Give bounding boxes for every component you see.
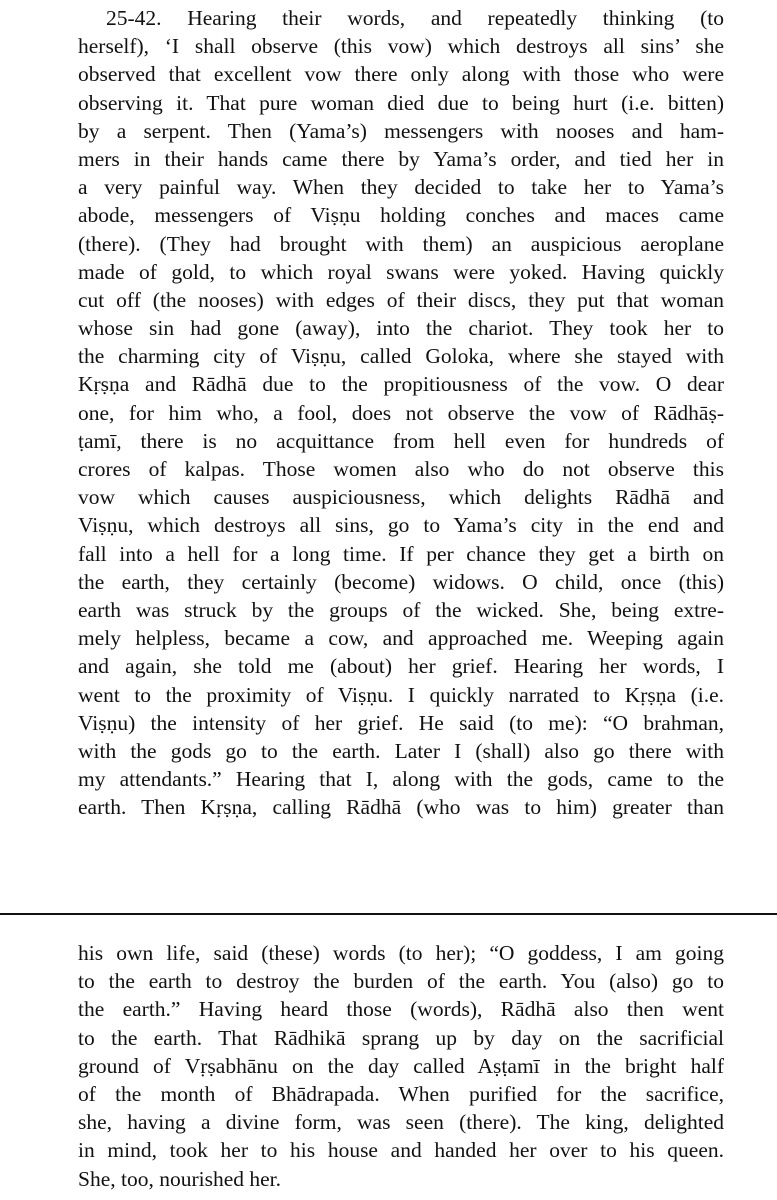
text-line: of the month of Bhādrapada. When purified for the sacrifice, — [78, 1081, 724, 1106]
text-line: went to the proximity of Viṣṇu. I quickly narrated to Kṛṣṇa (i.e. — [78, 682, 724, 707]
text-line: earth. Then Kṛṣṇa, calling Rādhā (who was to him) greater than — [78, 795, 724, 820]
text-line: ground of Vṛṣabhānu on the day called Aṣṭamī in the bright half — [78, 1053, 724, 1078]
text-line: in mind, took her to his house and handed her over to his queen. — [78, 1138, 724, 1163]
text-line: made of gold, to which royal swans were yoked. Having quickly — [78, 259, 724, 284]
text-line: Viṣṇu) the intensity of her grief. He said (to me): “O brahman, — [78, 710, 724, 735]
text-line: a very painful way. When they decided to take her to Yama’s — [78, 175, 724, 200]
text-line: my attendants.” Hearing that I, along with the gods, came to the — [78, 767, 724, 792]
text-line: mely helpless, became a cow, and approached me. Weeping again — [78, 626, 724, 651]
text-line: with the gods go to the earth. Later I (shall) also go there with — [78, 738, 724, 763]
text-line: to the earth to destroy the burden of the earth. You (also) go to — [78, 969, 724, 994]
text-line: and again, she told me (about) her grief. Hearing her words, I — [78, 654, 724, 679]
text-line: his own life, said (these) words (to her); “O goddess, I am going — [78, 941, 724, 965]
text-line: observing it. That pure woman died due to being hurt (i.e. bitten) — [78, 90, 724, 115]
bottom-page-section — [0, 915, 777, 1200]
text-line: she, having a divine form, was seen (there). The king, delighted — [78, 1110, 724, 1135]
text-line: (there). (They had brought with them) an auspicious aeroplane — [78, 231, 724, 256]
text-line: the charming city of Viṣṇu, called Goloka, where she stayed with — [78, 344, 724, 369]
text-line: 25-42. Hearing their words, and repeatedly thinking (to — [106, 6, 724, 30]
text-line: earth was struck by the groups of the wicked. She, being extre- — [78, 597, 724, 622]
text-line: vow which causes auspiciousness, which delights Rādhā and — [78, 485, 724, 510]
text-line: cut off (the nooses) with edges of their discs, they put that woman — [78, 287, 724, 312]
text-line: one, for him who, a fool, does not observe the vow of Rādhāṣ- — [78, 400, 724, 425]
text-line: the earth.” Having heard those (words), Rādhā also then went — [78, 997, 724, 1022]
text-line: whose sin had gone (away), into the chariot. They took her to — [78, 316, 724, 341]
top-paragraph — [78, 4, 724, 821]
text-line: fall into a hell for a long time. If per chance they get a birth on — [78, 541, 724, 566]
bottom-paragraph — [78, 939, 724, 1193]
text-line: She, too, nourished her. — [78, 1166, 282, 1191]
text-line: abode, messengers of Viṣṇu holding conches and maces came — [78, 203, 724, 228]
text-line: Viṣṇu, which destroys all sins, go to Yama’s city in the end and — [78, 513, 724, 538]
text-line: observed that excellent vow there only along with those who were — [78, 62, 724, 87]
text-line: ṭamī, there is no acquittance from hell even for hundreds of — [78, 428, 724, 453]
text-line: herself), ‘I shall observe (this vow) which destroys all sins’ she — [78, 34, 724, 59]
text-line: Kṛṣṇa and Rādhā due to the propitiousness of the vow. O dear — [78, 372, 724, 397]
text-line: crores of kalpas. Those women also who do not observe this — [78, 457, 724, 481]
text-line: to the earth. That Rādhikā sprang up by day on the sacrificial — [78, 1025, 724, 1050]
text-line: mers in their hands came there by Yama’s order, and tied her in — [78, 146, 724, 171]
text-line: by a serpent. Then (Yama’s) messengers with nooses and ham- — [78, 118, 724, 143]
text-line: the earth, they certainly (become) widows. O child, once (this) — [78, 569, 724, 594]
